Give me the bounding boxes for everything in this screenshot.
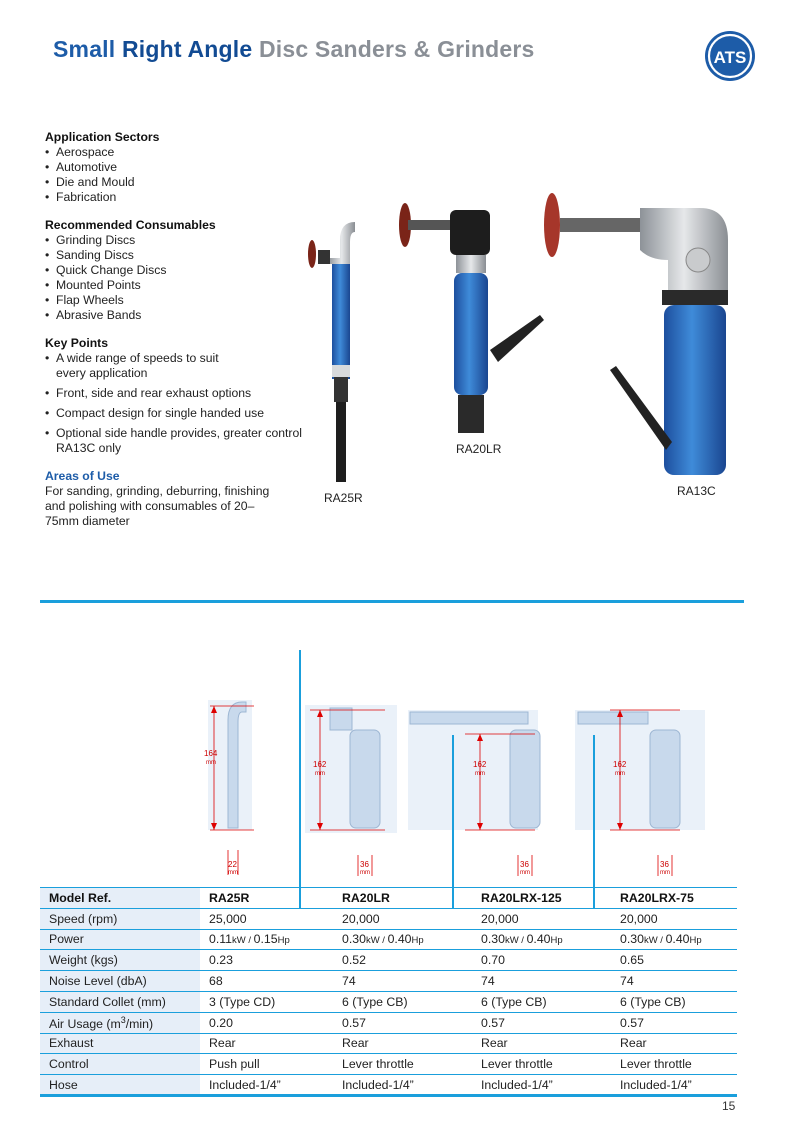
table-cell: 0.11kW / 0.15Hp [200,929,333,950]
table-row [40,908,737,929]
table-cell: Included-1/4” [611,1075,737,1096]
table-cell: 25,000 [200,908,333,929]
title-rest: Disc Sanders & Grinders [258,36,535,62]
list-item: • Mounted Points [45,278,305,293]
table-row [40,1075,737,1096]
table-cell: 68 [200,971,333,992]
table-cell: Rear [200,1033,333,1054]
table-cell: 74 [472,971,611,992]
table-cell: 0.57 [333,1012,472,1033]
areas-of-use-text: For sanding, grinding, deburring, finishing and polishing with consumables of 20–75mm diameter [45,484,270,528]
table-cell: Push pull [200,1054,333,1075]
table-row [40,1012,737,1033]
table-header-cell: RA20LRX-125 [472,888,611,909]
list-item: • Sanding Discs [45,248,305,263]
table-header-cell: RA20LRX-75 [611,888,737,909]
caption-ra13c: RA13C [677,484,716,498]
height-label: 162 [313,760,327,769]
table-cell: 74 [611,971,737,992]
row-label: Air Usage $(m^3/\min)$ [40,1012,200,1033]
key-points-heading: Key Points [45,336,108,350]
page-title [53,36,535,63]
table-cell: 0.52 [333,950,472,971]
table-cell: 0.30kW / 0.40Hp [333,929,472,950]
application-sectors-heading: Application Sectors [45,130,160,144]
section-divider [40,600,744,603]
caption-ra25r: RA25R [324,491,363,505]
consumables-list [45,233,305,323]
table-cell: Included-1/4” [333,1075,472,1096]
areas-of-use-heading: Areas of Use [45,469,120,483]
table-row [40,991,737,1012]
drawing-ra25r [204,700,254,876]
list-item: • Flap Wheels [45,293,305,308]
application-sectors-list [45,145,305,205]
table-row [40,929,737,950]
table-cell: 0.30kW / 0.40Hp [472,929,611,950]
caption-ra20lr: RA20LR [456,442,502,456]
column-divider [452,735,454,908]
table-cell: 6 (Type CB) [472,991,611,1012]
width-label: 36 [660,860,669,869]
row-label: Exhaust [40,1033,200,1054]
table-cell: 20,000 [472,908,611,929]
list-item: • Front, side and rear exhaust options [45,386,305,401]
table-cell: Lever throttle [333,1054,472,1075]
table-cell: 0.23 [200,950,333,971]
list-item: • Grinding Discs [45,233,305,248]
list-item: • Aerospace [45,145,305,160]
consumables-heading: Recommended Consumables [45,218,216,232]
list-item: • Compact design for single handed use [45,406,305,421]
table-header-cell: RA25R [200,888,333,909]
row-label: Control [40,1054,200,1075]
unit-label: mm [615,771,625,777]
table-cell: 0.20 [200,1012,333,1033]
table-cell: 0.30kW / 0.40Hp [611,929,737,950]
table-cell: Rear [611,1033,737,1054]
drawing-ra20lrx-125 [408,710,540,876]
product-photos [300,180,750,520]
row-label: Weight (kgs) [40,950,200,971]
table-header-cell: RA20LR [333,888,472,909]
unit-label: mm [228,870,238,876]
table-row [40,950,737,971]
table-row [40,1054,737,1075]
unit-label: mm [520,870,530,876]
table-cell: 0.57 [472,1012,611,1033]
ats-logo [704,30,756,82]
column-divider [593,735,595,908]
drawing-ra20lrx-75 [575,710,705,876]
page-number: 15 [722,1099,736,1113]
info-column [45,130,305,529]
table-cell: Lever throttle [472,1054,611,1075]
title-right-angle: Right Angle [121,36,253,62]
table-cell: 3 (Type CD) [200,991,333,1012]
row-label: Speed (rpm) [40,908,200,929]
table-cell: Included-1/4” [472,1075,611,1096]
table-cell: 6 (Type CB) [611,991,737,1012]
table-cell: 74 [333,971,472,992]
spec-table [40,887,737,1097]
row-label: Power [40,929,200,950]
ra20lr-photo [399,203,544,433]
table-cell: Rear [333,1033,472,1054]
dimension-drawings [190,650,750,890]
table-cell: Lever throttle [611,1054,737,1075]
list-item: • Automotive [45,160,305,175]
column-divider [299,650,301,908]
unit-label: mm [315,771,325,777]
table-cell: Included-1/4” [200,1075,333,1096]
height-label: 162 [473,760,487,769]
list-item: • Fabrication [45,190,305,205]
height-label: 164 [204,749,218,758]
table-cell: 0.70 [472,950,611,971]
row-label: Noise Level (dbA) [40,971,200,992]
list-item: • Abrasive Bands [45,308,305,323]
width-label: 22 [228,860,237,869]
row-label: Standard Collet (mm) [40,991,200,1012]
logo-text: ATS [713,48,747,67]
table-cell: 20,000 [611,908,737,929]
unit-label: mm [360,870,370,876]
table-cell: 0.57 [611,1012,737,1033]
list-item: • Die and Mould [45,175,305,190]
ra13c-photo [544,193,728,475]
table-header-cell: Model Ref. [40,888,200,909]
table-header-row [40,888,737,909]
key-points-list [45,351,305,456]
ra25r-photo [308,222,355,482]
title-small: Small [53,36,116,62]
height-label: 162 [613,760,627,769]
table-row [40,1033,737,1054]
unit-label: mm [660,870,670,876]
table-cell: 6 (Type CB) [333,991,472,1012]
list-item: • Optional side handle provides, greater control RA13C only [45,426,303,456]
unit-label: mm [206,760,216,766]
table-row [40,971,737,992]
table-cell: 0.65 [611,950,737,971]
width-label: 36 [360,860,369,869]
drawing-ra20lr [305,705,397,876]
table-cell: 20,000 [333,908,472,929]
table-cell: Rear [472,1033,611,1054]
unit-label: mm [475,771,485,777]
width-label: 36 [520,860,529,869]
list-item: • Quick Change Discs [45,263,305,278]
list-item: • A wide range of speeds to suit every application [45,351,225,381]
row-label: Hose [40,1075,200,1096]
